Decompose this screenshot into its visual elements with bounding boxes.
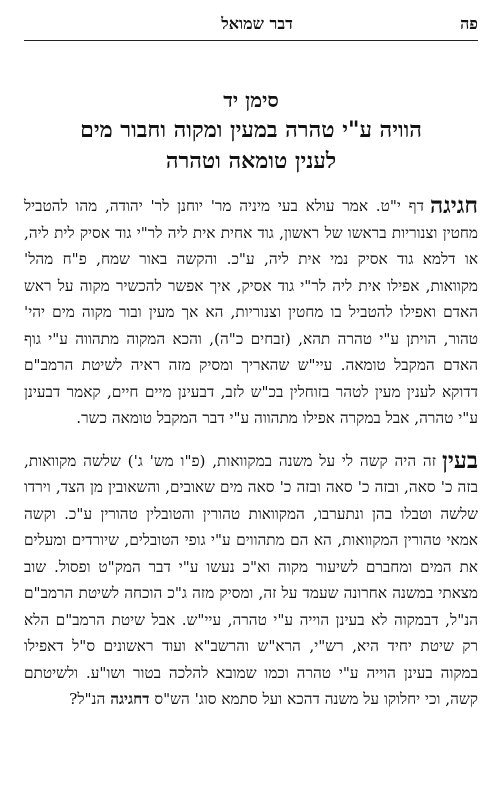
running-head xyxy=(24,14,478,36)
page-number: פה xyxy=(460,14,478,33)
header-rule xyxy=(24,40,478,41)
paragraph-1 xyxy=(24,193,478,432)
paragraph-2-text-a: זה היה קשה לי על משנה במקוואות, (פ"ו מש' ג') שלשה מקוואות, בזה כ' סאה, ובזה כ' סאה ובזה כ' סאה מים שאובים, והשאובין מן הצד, וירדו שלשה וטבלו בהן ונתערבו, המקוואות טהורין והטובלין טהורין ע"כ. וקשה אמאי טהורין המקוואות, הא הם מתהווים ע"י גופי הטובלים, שיורדים ומעלים את המים ומחברם לשיעור מקוה וא"כ נעשו ע"י דבר המק"ט ופסול. שוב מצאתי במשנה אחרונה שעמד על זה, ומסיק מזה ג"כ הוכחה לשיטת הרמב"ם הנ"ל, דבמקוה לא בעינן הוייה ע"י טהרה, עיי"ש. אבל שיטת הרמב"ם הלא רק שיטת יחיד היא, רש"י, הרא"ש והרשב"א ועוד ראשונים ס"ל דאפילו במקוה בעינן הוייה ע"י טהרה וכמו שמובא להלכה בטור ושו"ע. ולשיטתם קשה, וכי יחלוקו על משנה דהכא ועל סתמא סוג' הש"ס xyxy=(24,451,479,708)
running-title: דבר שמואל xyxy=(221,14,293,33)
paragraph-2-emphasis: דחגיגה xyxy=(110,690,150,708)
paragraph-2 xyxy=(24,448,478,713)
paragraph-1-lead-word: חגיגה xyxy=(429,192,478,219)
paragraph-2-lead-word: בעין xyxy=(442,446,478,474)
paragraph-2-text-b: הנ"ל? xyxy=(69,690,111,708)
section-heading-line-2: לענין טומאה וטהרה xyxy=(165,148,337,174)
section-number: סימן יד xyxy=(223,88,279,112)
section-heading-line-1: הוויה ע"י טהרה במעין ומקוה וחבור מים xyxy=(80,117,422,143)
paragraph-1-text: דף י"ט. אמר עולא בעי מיניה מר' יוחנן לר' יהודה, מהו להטביל מחטין וצנוריות בראשו של ראשון, גוד אחית אית ליה לר"י גוד אסיק לית ליה, או דלמא גוד אסיק נמי אית ליה, ע"כ. והקשה באור שמח, פ"ח מהל' מקוואות, אפילו אית ליה לר"י גוד אסיק, איך אפשר להכשיר מקוה על ראש האדם ואפילו להטביל בו מחטין וצנוריות, הא אך מעין ובור מקוה מים יהי' טהור, הויתן ע"י טהרה תהא, (זבחים כ"ה), והכא המקוה מתהווה ע"י גוף האדם המקבל טומאה. עיי"ש שהאריך ומסיק מזה ראיה לשיטת הרמב"ם דדוקא לענין מעין לטהר בזוחלין בכ"ש לזב, דבעינן מיים חיים, קאמר דבעינן ע"י טהרה, אבל במקרה אפילו מתהווה ע"י דבר המקבל טומאה כשר. xyxy=(24,197,478,427)
